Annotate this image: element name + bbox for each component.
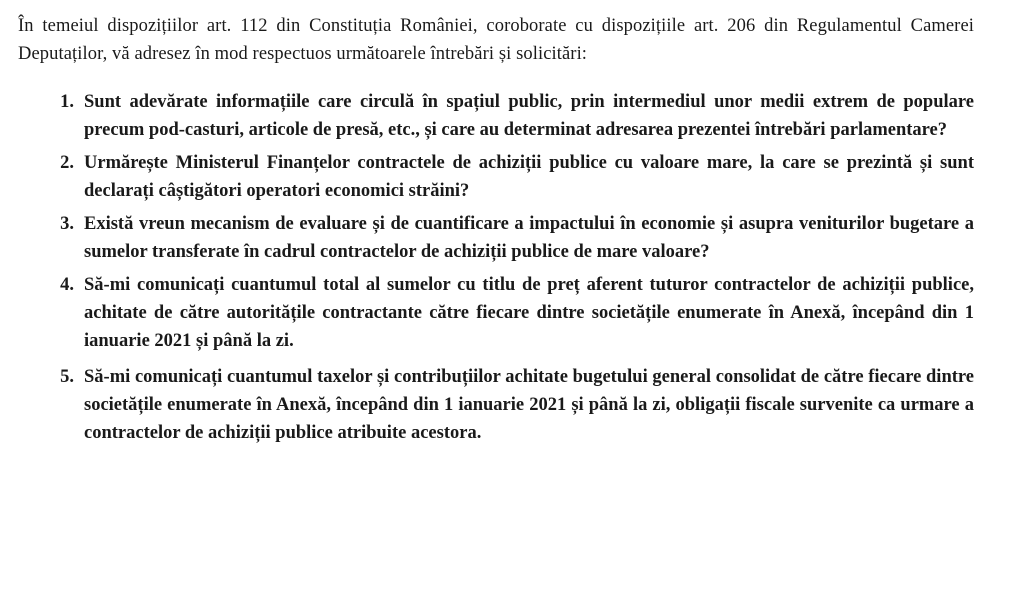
list-item (18, 210, 974, 266)
item-text: Să-mi comunicați cuantumul taxelor și contribuțiilor achitate bugetului general consolidat de către fiecare dintre societățile enumerate în Anexă, începând din 1 ianuarie 2021 și până la zi, obligații fiscale survenite ca urmare a contractelor de achiziții publice atribuite acestora. (84, 367, 974, 443)
item-text: Urmărește Ministerul Finanțelor contractele de achiziții publice cu valoare mare, la care se prezintă și sunt declarați câștigători operatori economici străini? (84, 153, 974, 201)
list-item (18, 271, 974, 355)
item-text: Să-mi comunicați cuantumul total al sumelor cu titlu de preț aferent tuturor contractelor de achiziții publice, achitate de către autoritățile contractante către fiecare dintre societățile enumerate în Anexă, începând din 1 ianuarie 2021 și până la zi. (84, 275, 974, 351)
list-item (18, 149, 974, 205)
intro-paragraph: În temeiul dispozițiilor art. 112 din Constituția României, coroborate cu dispozițiile art. 206 din Regulamentul Camerei Deputaților, vă adresez în mod respectuos următoarele întrebări și solicitări: (18, 16, 974, 64)
item-number: 2. (60, 153, 74, 173)
list-item (18, 363, 974, 447)
item-text: Există vreun mecanism de evaluare și de cuantificare a impactului în economie și asupra veniturilor bugetare a sumelor transferate în cadrul contractelor de achiziții publice de mare valoare? (84, 214, 974, 262)
document-page (18, 12, 974, 452)
item-number: 1. (60, 92, 74, 112)
item-number: 5. (60, 367, 74, 387)
item-number: 4. (60, 275, 74, 295)
item-text: Sunt adevărate informațiile care circulă în spațiul public, prin intermediul unor medii extrem de populare precum pod-casturi, articole de presă, etc., și care au determinat adresarea prezentei întrebări parlamentare? (84, 92, 974, 140)
item-number: 3. (60, 214, 74, 234)
list-item (18, 88, 974, 144)
question-list (18, 88, 974, 447)
